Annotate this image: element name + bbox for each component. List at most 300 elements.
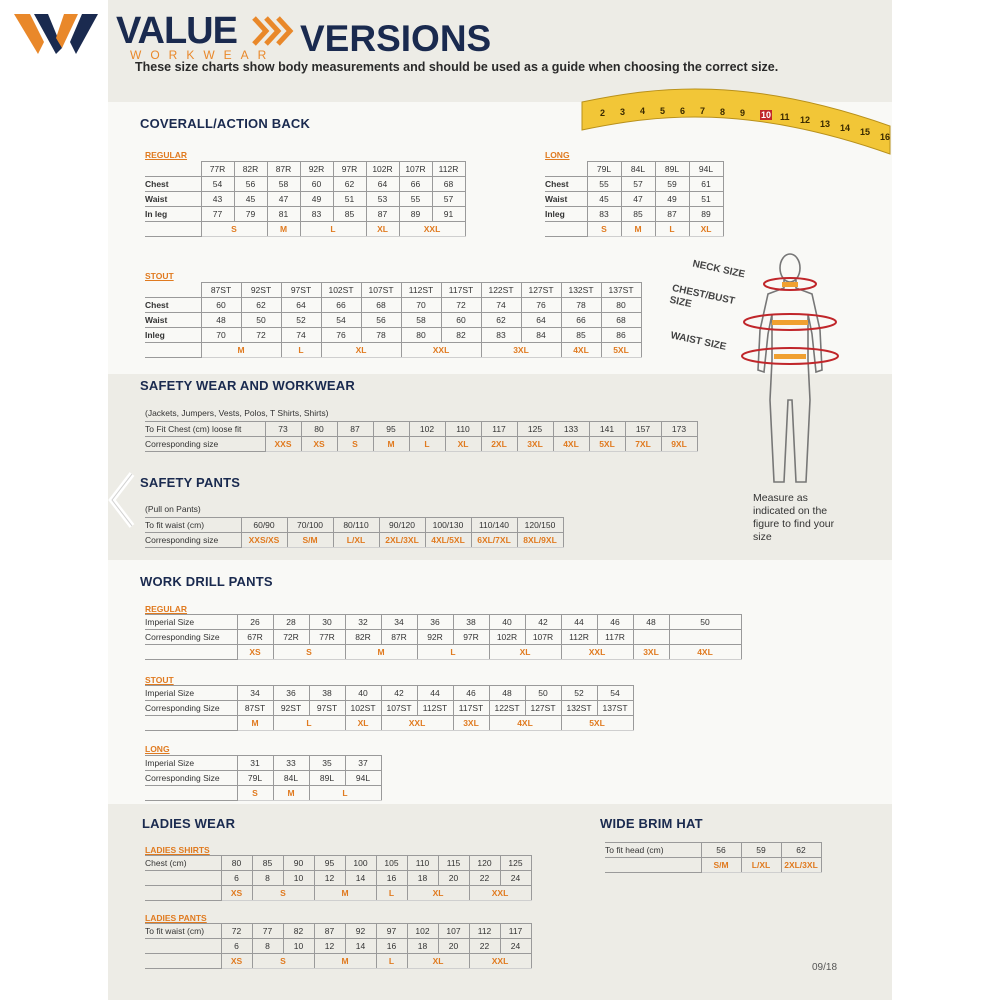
row-label: To fit waist (cm) bbox=[145, 518, 241, 533]
table-cell: 60 bbox=[201, 298, 241, 313]
size-cell: S bbox=[252, 886, 314, 901]
tape-number: 8 bbox=[720, 106, 726, 117]
drill-stout-table bbox=[145, 685, 634, 731]
chest-size-text: CHEST/BUST SIZE bbox=[668, 282, 736, 311]
size-cell: 4XL bbox=[561, 343, 601, 358]
size-cell: XS bbox=[301, 437, 337, 452]
row-label: In leg bbox=[145, 207, 201, 222]
table-cell: 97ST bbox=[281, 283, 321, 298]
table-cell: 48 bbox=[489, 686, 525, 701]
row-label: Waist bbox=[145, 313, 201, 328]
size-row bbox=[145, 437, 697, 452]
table-cell: 107ST bbox=[361, 283, 401, 298]
waist-size-label: WAIST SIZE bbox=[669, 330, 728, 353]
header-row bbox=[545, 162, 723, 177]
tape-number: 16 bbox=[880, 131, 891, 142]
size-row bbox=[145, 222, 465, 237]
size-cell: XL bbox=[445, 437, 481, 452]
tape-number: 11 bbox=[780, 112, 790, 123]
table-cell: 110/140 bbox=[471, 518, 517, 533]
row-label: To fit waist (cm) bbox=[145, 924, 221, 939]
table-cell: 62 bbox=[781, 843, 821, 858]
size-cell: S bbox=[252, 954, 314, 969]
table-cell bbox=[145, 283, 201, 298]
size-cell: L bbox=[300, 222, 366, 237]
table-cell: 55 bbox=[399, 192, 432, 207]
table-cell: 87R bbox=[267, 162, 300, 177]
tape-number: 5 bbox=[660, 106, 666, 117]
tape-number: 14 bbox=[840, 122, 851, 133]
table-cell: 54 bbox=[201, 177, 234, 192]
table-cell: 57 bbox=[432, 192, 465, 207]
safety-wear-table bbox=[145, 421, 698, 452]
table-cell bbox=[145, 645, 237, 660]
table-cell: 64 bbox=[281, 298, 321, 313]
table-cell: 89L bbox=[309, 771, 345, 786]
table-row bbox=[545, 177, 723, 192]
waist-row bbox=[145, 924, 531, 939]
table-cell: 76 bbox=[321, 328, 361, 343]
body-figure-icon bbox=[738, 250, 856, 490]
table-cell bbox=[545, 222, 587, 237]
table-cell: 47 bbox=[621, 192, 655, 207]
table-cell: 95 bbox=[314, 856, 345, 871]
table-cell: 125 bbox=[500, 856, 531, 871]
table-cell: 90 bbox=[283, 856, 314, 871]
safety-pants-note: (Pull on Pants) bbox=[145, 504, 201, 514]
table-cell: 74 bbox=[481, 298, 521, 313]
size-cell: XL bbox=[321, 343, 401, 358]
size-cell: 4XL bbox=[489, 716, 561, 731]
table-cell: 53 bbox=[366, 192, 399, 207]
size-cell: M bbox=[373, 437, 409, 452]
table-cell: 84L bbox=[621, 162, 655, 177]
size-cell: 5XL bbox=[601, 343, 641, 358]
table-cell: 66 bbox=[399, 177, 432, 192]
size-cell: 2XL/3XL bbox=[379, 533, 425, 548]
size-cell: 2XL bbox=[481, 437, 517, 452]
size-cell: 7XL bbox=[625, 437, 661, 452]
size-cell: 6XL/7XL bbox=[471, 533, 517, 548]
tape-number: 6 bbox=[680, 105, 686, 116]
table-cell: 40 bbox=[489, 615, 525, 630]
ladies-pants-table bbox=[145, 923, 532, 969]
size-cell: XS bbox=[221, 954, 252, 969]
table-cell: 84L bbox=[273, 771, 309, 786]
header-row bbox=[145, 283, 641, 298]
table-cell: 112R bbox=[561, 630, 597, 645]
size-cell: M bbox=[237, 716, 273, 731]
size-cell: XXL bbox=[469, 954, 531, 969]
table-cell: 6 bbox=[221, 939, 252, 954]
table-cell: 56 bbox=[361, 313, 401, 328]
size-cell: M bbox=[201, 343, 281, 358]
table-cell: 87 bbox=[655, 207, 689, 222]
table-cell: 44 bbox=[417, 686, 453, 701]
size-cell: S bbox=[587, 222, 621, 237]
tape-number: 3 bbox=[620, 107, 626, 118]
table-cell: 51 bbox=[333, 192, 366, 207]
table-cell: 57 bbox=[621, 177, 655, 192]
size-cell: M bbox=[314, 886, 376, 901]
table-cell: 107R bbox=[399, 162, 432, 177]
table-cell: 97ST bbox=[309, 701, 345, 716]
table-cell: 92ST bbox=[241, 283, 281, 298]
table-cell: 6 bbox=[221, 871, 252, 886]
safety-pants-title: SAFETY PANTS bbox=[140, 475, 241, 490]
safety-wear-note: (Jackets, Jumpers, Vests, Polos, T Shirts, Shirts) bbox=[145, 408, 329, 418]
table-cell: 73 bbox=[265, 422, 301, 437]
table-cell: 117ST bbox=[441, 283, 481, 298]
size-cell: L bbox=[281, 343, 321, 358]
row-label: Imperial Size bbox=[145, 686, 237, 701]
tape-number: 12 bbox=[800, 115, 811, 126]
row-label: Chest (cm) bbox=[145, 856, 221, 871]
ladies-pants-label: LADIES PANTS bbox=[145, 913, 207, 923]
tape-number: 15 bbox=[860, 127, 871, 138]
number-row bbox=[145, 871, 531, 886]
table-cell bbox=[145, 871, 221, 886]
table-cell: 66 bbox=[561, 313, 601, 328]
table-row bbox=[145, 313, 641, 328]
table-cell: 20 bbox=[438, 939, 469, 954]
table-cell: 87 bbox=[337, 422, 373, 437]
table-cell: 100 bbox=[345, 856, 376, 871]
coverall-long-table bbox=[545, 161, 724, 237]
table-cell: 62 bbox=[481, 313, 521, 328]
table-cell: 72R bbox=[273, 630, 309, 645]
table-cell: 16 bbox=[376, 871, 407, 886]
table-cell: 117ST bbox=[453, 701, 489, 716]
table-cell: 50 bbox=[669, 615, 741, 630]
table-cell: 74 bbox=[281, 328, 321, 343]
size-cell: XXL bbox=[381, 716, 453, 731]
table-cell bbox=[145, 162, 201, 177]
imperial-row bbox=[145, 686, 633, 701]
size-row bbox=[145, 716, 633, 731]
table-cell: 85 bbox=[621, 207, 655, 222]
row-label: Inleg bbox=[145, 328, 201, 343]
table-row bbox=[145, 328, 641, 343]
table-cell: 35 bbox=[309, 756, 345, 771]
table-cell: 38 bbox=[453, 615, 489, 630]
table-cell: 100/130 bbox=[425, 518, 471, 533]
chevron-left-icon[interactable] bbox=[106, 470, 136, 530]
table-cell: 49 bbox=[300, 192, 333, 207]
size-row bbox=[145, 533, 563, 548]
corresponding-row bbox=[145, 630, 741, 645]
table-cell: 46 bbox=[597, 615, 633, 630]
table-cell: 120/150 bbox=[517, 518, 563, 533]
table-cell bbox=[145, 716, 237, 731]
table-cell: 22 bbox=[469, 939, 500, 954]
measure-note: Measure as indicated on the figure to find your size bbox=[753, 492, 835, 543]
table-row bbox=[145, 207, 465, 222]
table-cell bbox=[145, 886, 221, 901]
table-cell: 31 bbox=[237, 756, 273, 771]
table-cell: 70 bbox=[201, 328, 241, 343]
table-cell bbox=[633, 630, 669, 645]
table-cell: 48 bbox=[633, 615, 669, 630]
tape-number: 4 bbox=[640, 106, 646, 117]
size-cell: XS bbox=[237, 645, 273, 660]
table-cell: 68 bbox=[601, 313, 641, 328]
table-cell: 102 bbox=[407, 924, 438, 939]
table-cell: 87ST bbox=[201, 283, 241, 298]
table-cell: 137ST bbox=[601, 283, 641, 298]
table-cell: 122ST bbox=[481, 283, 521, 298]
drill-long-table bbox=[145, 755, 382, 801]
row-label: Corresponding size bbox=[145, 437, 265, 452]
hat-title: WIDE BRIM HAT bbox=[600, 816, 703, 831]
size-cell: XXS bbox=[265, 437, 301, 452]
drill-stout-label: STOUT bbox=[145, 675, 174, 685]
table-cell: 102ST bbox=[345, 701, 381, 716]
table-cell: 40 bbox=[345, 686, 381, 701]
size-cell: 9XL bbox=[661, 437, 697, 452]
table-cell: 64 bbox=[366, 177, 399, 192]
size-cell: XS bbox=[221, 886, 252, 901]
table-cell: 61 bbox=[689, 177, 723, 192]
drill-regular-label: REGULAR bbox=[145, 604, 188, 614]
table-cell: 94L bbox=[689, 162, 723, 177]
table-cell: 110 bbox=[407, 856, 438, 871]
table-cell: 70/100 bbox=[287, 518, 333, 533]
table-cell: 112 bbox=[469, 924, 500, 939]
size-cell: M bbox=[273, 786, 309, 801]
table-cell: 54 bbox=[597, 686, 633, 701]
table-cell: 85 bbox=[252, 856, 283, 871]
table-cell: 37 bbox=[345, 756, 381, 771]
size-row bbox=[145, 645, 741, 660]
table-cell: 80 bbox=[301, 422, 337, 437]
table-cell: 10 bbox=[283, 939, 314, 954]
size-cell: 3XL bbox=[517, 437, 553, 452]
size-cell: L bbox=[273, 716, 345, 731]
size-cell: 3XL bbox=[633, 645, 669, 660]
table-cell: 80/110 bbox=[333, 518, 379, 533]
table-cell bbox=[145, 954, 221, 969]
fit-row bbox=[145, 422, 697, 437]
table-cell bbox=[145, 343, 201, 358]
table-cell: 80 bbox=[601, 298, 641, 313]
table-cell: 80 bbox=[221, 856, 252, 871]
table-cell: 110 bbox=[445, 422, 481, 437]
size-row bbox=[145, 886, 531, 901]
coverall-long-label: LONG bbox=[545, 150, 570, 160]
table-cell: 94L bbox=[345, 771, 381, 786]
table-cell: 18 bbox=[407, 871, 438, 886]
table-cell: 78 bbox=[361, 328, 401, 343]
ladies-shirts-table bbox=[145, 855, 532, 901]
table-cell: 8 bbox=[252, 871, 283, 886]
table-cell: 97R bbox=[453, 630, 489, 645]
table-cell: 12 bbox=[314, 939, 345, 954]
size-cell: L bbox=[309, 786, 381, 801]
safety-pants-table bbox=[145, 517, 564, 548]
size-cell: M bbox=[314, 954, 376, 969]
table-cell: 45 bbox=[587, 192, 621, 207]
table-cell: 107 bbox=[438, 924, 469, 939]
chest-row bbox=[145, 856, 531, 871]
table-cell: 89 bbox=[399, 207, 432, 222]
table-cell: 102ST bbox=[321, 283, 361, 298]
logo-sub: WORKWEAR bbox=[130, 48, 276, 62]
table-row bbox=[545, 192, 723, 207]
size-cell: XL bbox=[345, 716, 381, 731]
table-cell: 66 bbox=[321, 298, 361, 313]
table-cell: 24 bbox=[500, 939, 531, 954]
size-cell: S bbox=[201, 222, 267, 237]
table-cell: 51 bbox=[689, 192, 723, 207]
table-cell: 173 bbox=[661, 422, 697, 437]
row-label: Waist bbox=[545, 192, 587, 207]
size-cell: L bbox=[417, 645, 489, 660]
size-cell: M bbox=[267, 222, 300, 237]
table-row bbox=[145, 192, 465, 207]
table-cell: 32 bbox=[345, 615, 381, 630]
table-cell: 38 bbox=[309, 686, 345, 701]
table-cell: 112ST bbox=[401, 283, 441, 298]
footer-date: 09/18 bbox=[812, 962, 838, 973]
size-cell: 4XL bbox=[669, 645, 741, 660]
table-cell: 141 bbox=[589, 422, 625, 437]
size-cell: XL bbox=[407, 954, 469, 969]
size-cell: XL bbox=[489, 645, 561, 660]
table-cell: 26 bbox=[237, 615, 273, 630]
table-cell: 50 bbox=[525, 686, 561, 701]
row-label: Imperial Size bbox=[145, 615, 237, 630]
table-cell: 60 bbox=[300, 177, 333, 192]
chevrons-icon bbox=[252, 16, 296, 46]
table-cell: 58 bbox=[401, 313, 441, 328]
row-label: Corresponding Size bbox=[145, 701, 237, 716]
table-cell: 10 bbox=[283, 871, 314, 886]
table-cell: 30 bbox=[309, 615, 345, 630]
row-label: Waist bbox=[145, 192, 201, 207]
table-cell: 107ST bbox=[381, 701, 417, 716]
table-cell: 78 bbox=[561, 298, 601, 313]
table-cell bbox=[145, 222, 201, 237]
row-label: Chest bbox=[145, 298, 201, 313]
table-cell: 90/120 bbox=[379, 518, 425, 533]
size-cell: L/XL bbox=[741, 858, 781, 873]
size-cell: 3XL bbox=[481, 343, 561, 358]
table-cell: 133 bbox=[553, 422, 589, 437]
table-cell: 82 bbox=[441, 328, 481, 343]
size-cell: XL bbox=[407, 886, 469, 901]
ladies-shirts-label: LADIES SHIRTS bbox=[145, 845, 210, 855]
size-cell: S bbox=[337, 437, 373, 452]
row-label: Corresponding Size bbox=[145, 630, 237, 645]
table-cell: 48 bbox=[201, 313, 241, 328]
size-cell: S/M bbox=[287, 533, 333, 548]
table-row bbox=[145, 298, 641, 313]
row-label: Corresponding size bbox=[145, 533, 241, 548]
size-cell: XXL bbox=[561, 645, 633, 660]
table-cell bbox=[545, 162, 587, 177]
table-cell: 45 bbox=[234, 192, 267, 207]
table-cell bbox=[145, 939, 221, 954]
table-cell: 83 bbox=[587, 207, 621, 222]
size-row bbox=[145, 954, 531, 969]
safety-wear-title: SAFETY WEAR AND WORKWEAR bbox=[140, 378, 355, 393]
ladies-band bbox=[108, 804, 892, 1000]
table-cell: 117R bbox=[597, 630, 633, 645]
size-cell: XXS/XS bbox=[241, 533, 287, 548]
table-cell: 44 bbox=[561, 615, 597, 630]
size-cell: XXL bbox=[399, 222, 465, 237]
row-label: To fit head (cm) bbox=[605, 843, 701, 858]
row-label: To Fit Chest (cm) loose fit bbox=[145, 422, 265, 437]
table-cell: 60/90 bbox=[241, 518, 287, 533]
row-label: Corresponding Size bbox=[145, 771, 237, 786]
head-row bbox=[605, 843, 821, 858]
table-cell: 117 bbox=[481, 422, 517, 437]
tape-number: 13 bbox=[820, 118, 831, 129]
size-cell: 3XL bbox=[453, 716, 489, 731]
tape-measure-icon bbox=[578, 80, 894, 162]
table-cell: 14 bbox=[345, 939, 376, 954]
coverall-stout-label: STOUT bbox=[145, 271, 174, 281]
table-cell: 83 bbox=[481, 328, 521, 343]
tape-number: 7 bbox=[700, 106, 706, 117]
table-cell: 85 bbox=[561, 328, 601, 343]
table-cell: 59 bbox=[741, 843, 781, 858]
hat-table bbox=[605, 842, 822, 873]
size-cell: S/M bbox=[701, 858, 741, 873]
table-cell: 68 bbox=[361, 298, 401, 313]
table-cell: 82R bbox=[345, 630, 381, 645]
table-cell: 82R bbox=[234, 162, 267, 177]
size-cell: 4XL/5XL bbox=[425, 533, 471, 548]
table-cell: 42 bbox=[381, 686, 417, 701]
table-cell: 89L bbox=[655, 162, 689, 177]
table-cell: 43 bbox=[201, 192, 234, 207]
table-cell: 12 bbox=[314, 871, 345, 886]
table-cell: 20 bbox=[438, 871, 469, 886]
imperial-row bbox=[145, 615, 741, 630]
size-cell: L bbox=[376, 954, 407, 969]
header-row bbox=[145, 162, 465, 177]
table-cell: 83 bbox=[300, 207, 333, 222]
table-cell: 72 bbox=[241, 328, 281, 343]
table-cell: 36 bbox=[273, 686, 309, 701]
table-cell: 89 bbox=[689, 207, 723, 222]
table-cell: 64 bbox=[521, 313, 561, 328]
size-cell: 2XL/3XL bbox=[781, 858, 821, 873]
tape-number: 9 bbox=[740, 108, 746, 119]
size-cell: M bbox=[345, 645, 417, 660]
table-cell: 70 bbox=[401, 298, 441, 313]
tape-number: 2 bbox=[600, 108, 606, 118]
size-cell: L/XL bbox=[333, 533, 379, 548]
table-cell: 24 bbox=[500, 871, 531, 886]
table-cell: 132ST bbox=[561, 701, 597, 716]
coverall-stout-table bbox=[145, 282, 642, 358]
row-label: Inleg bbox=[545, 207, 587, 222]
row-label: Chest bbox=[145, 177, 201, 192]
table-cell: 58 bbox=[267, 177, 300, 192]
table-cell: 102R bbox=[366, 162, 399, 177]
table-cell: 46 bbox=[453, 686, 489, 701]
table-cell: 72 bbox=[441, 298, 481, 313]
table-cell: 54 bbox=[321, 313, 361, 328]
table-cell: 132ST bbox=[561, 283, 601, 298]
table-cell: 36 bbox=[417, 615, 453, 630]
size-cell: XL bbox=[366, 222, 399, 237]
table-cell: 79L bbox=[587, 162, 621, 177]
